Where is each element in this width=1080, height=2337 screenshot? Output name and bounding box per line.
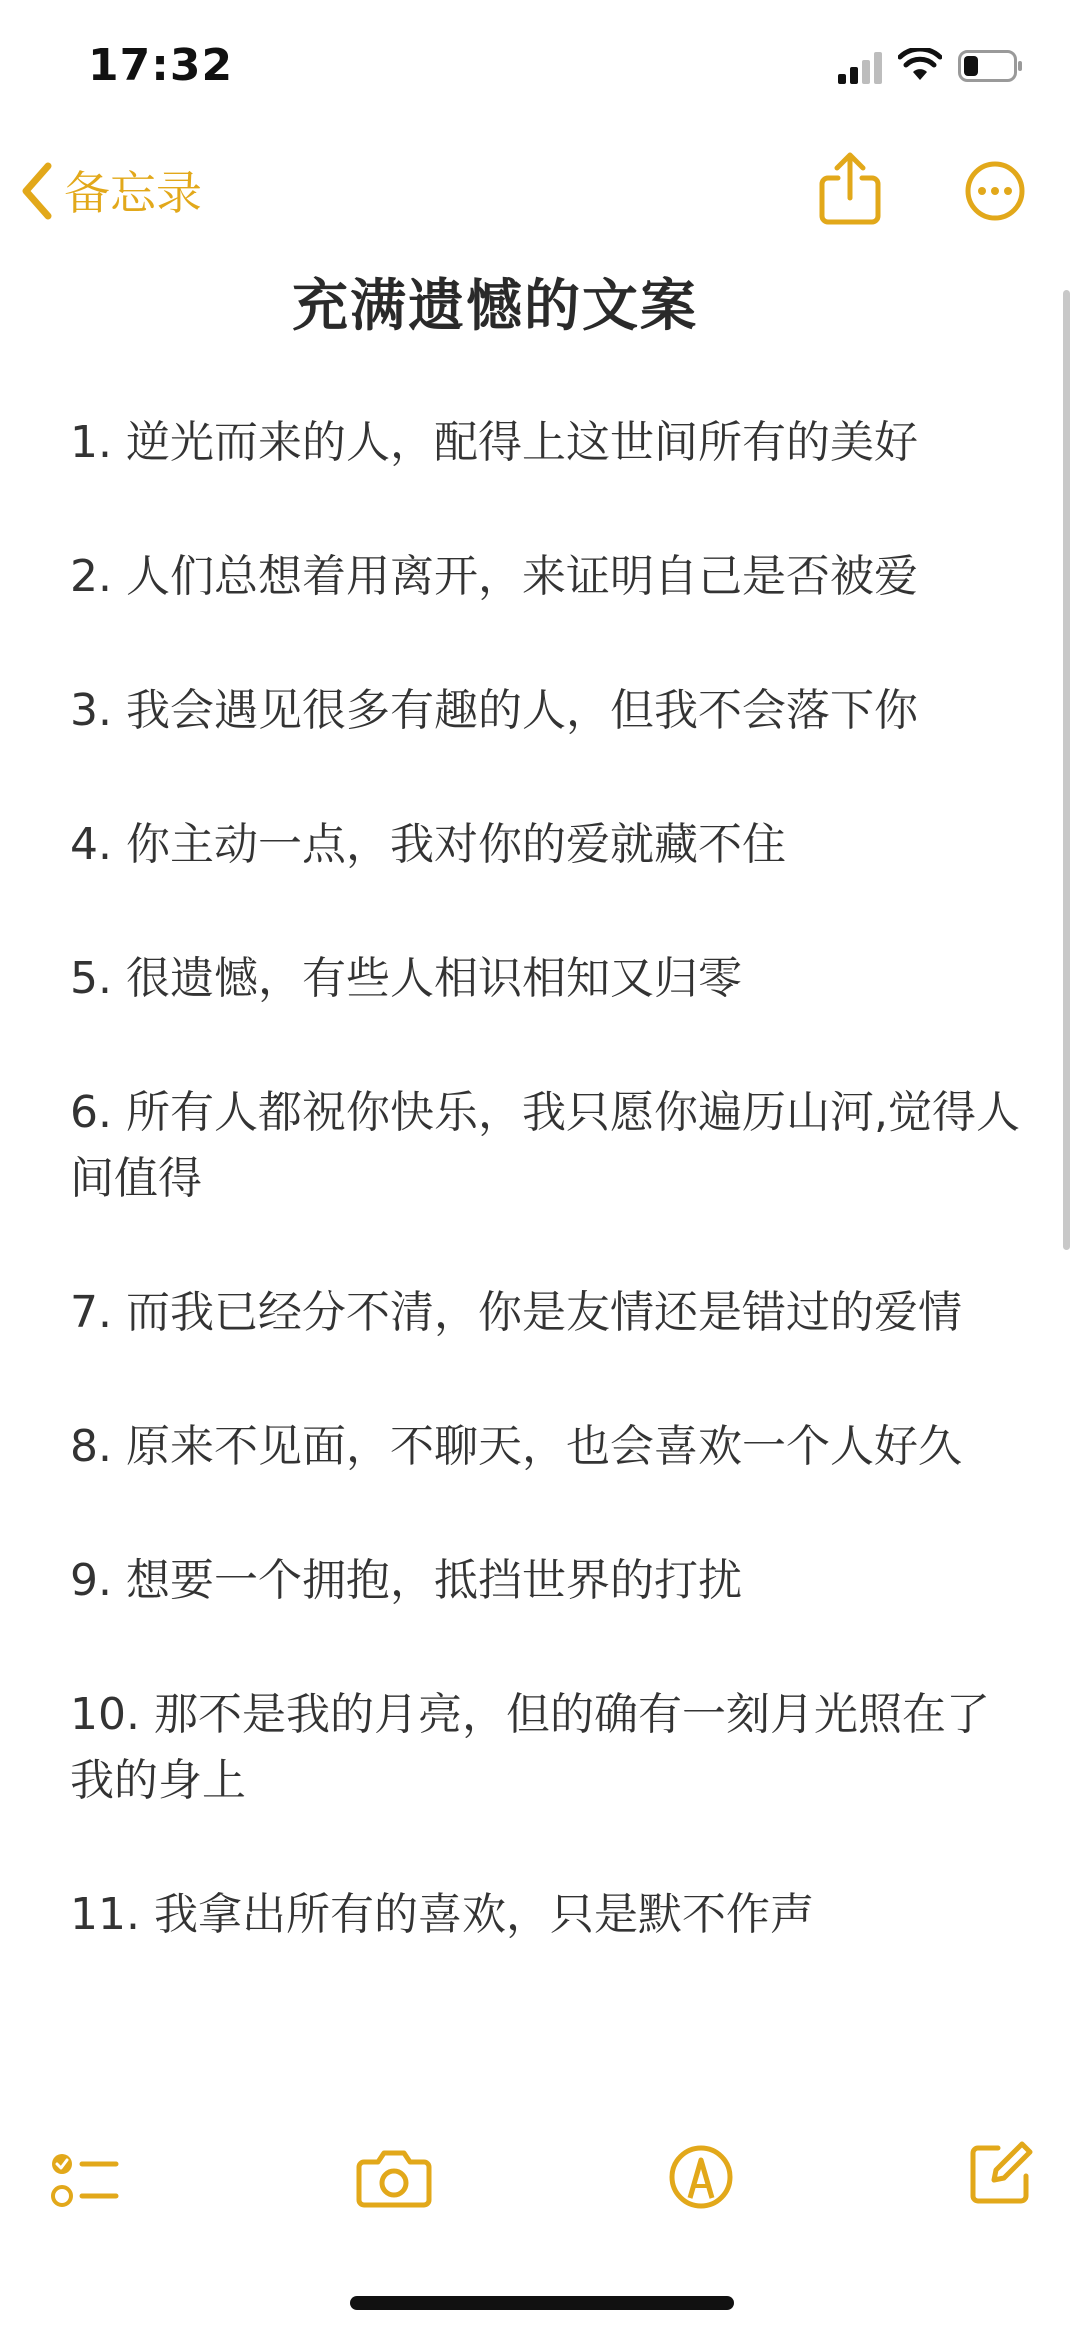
status-bar <box>0 0 1080 140</box>
note-item: 7. 而我已经分不清，你是友情还是错过的爱情 <box>70 1287 962 1338</box>
share-icon <box>816 211 884 230</box>
note-item: 5. 很遗憾，有些人相识相知又归零 <box>70 953 742 1004</box>
battery-icon <box>958 50 1024 86</box>
checklist-button[interactable] <box>50 2150 120 2216</box>
note-title: 充满遗憾的文案 <box>292 274 698 339</box>
nav-bar <box>0 140 1080 250</box>
note-item: 11. 我拿出所有的喜欢，只是默不作声 <box>70 1889 814 1940</box>
checklist-icon <box>50 2197 120 2216</box>
markup-button[interactable] <box>668 2144 734 2214</box>
home-indicator[interactable] <box>350 2296 734 2310</box>
cellular-signal-icon <box>838 52 886 88</box>
note-item: 9. 想要一个拥抱，抵挡世界的打扰 <box>70 1555 742 1606</box>
note-item: 6. 所有人都祝你快乐，我只愿你遍历山河,觉得人间值得 <box>70 1087 1020 1204</box>
more-button[interactable] <box>964 160 1026 226</box>
more-icon <box>964 207 1026 226</box>
share-button[interactable] <box>816 150 884 230</box>
compose-icon <box>968 2191 1034 2210</box>
bottom-toolbar <box>0 2140 1080 2240</box>
wifi-icon <box>898 48 942 86</box>
compose-button[interactable] <box>968 2140 1034 2210</box>
note-body[interactable] <box>70 410 1020 2016</box>
note-item: 2. 人们总想着用离开，来证明自己是否被爱 <box>70 551 918 602</box>
back-button[interactable] <box>20 162 202 224</box>
note-item: 1. 逆光而来的人，配得上这世间所有的美好 <box>70 417 918 468</box>
camera-icon <box>356 2193 432 2212</box>
note-item: 4. 你主动一点，我对你的爱就藏不住 <box>70 819 786 870</box>
back-label: 备忘录 <box>64 166 202 220</box>
note-item: 3. 我会遇见很多有趣的人，但我不会落下你 <box>70 685 918 736</box>
chevron-left-icon <box>20 162 54 224</box>
status-time: 17:32 <box>88 40 234 91</box>
markup-icon <box>668 2195 734 2214</box>
note-item: 10. 那不是我的月亮，但的确有一刻月光照在了我的身上 <box>70 1689 990 1806</box>
note-item: 8. 原来不见面，不聊天，也会喜欢一个人好久 <box>70 1421 962 1472</box>
scroll-indicator[interactable] <box>1063 290 1070 1250</box>
camera-button[interactable] <box>356 2148 432 2212</box>
